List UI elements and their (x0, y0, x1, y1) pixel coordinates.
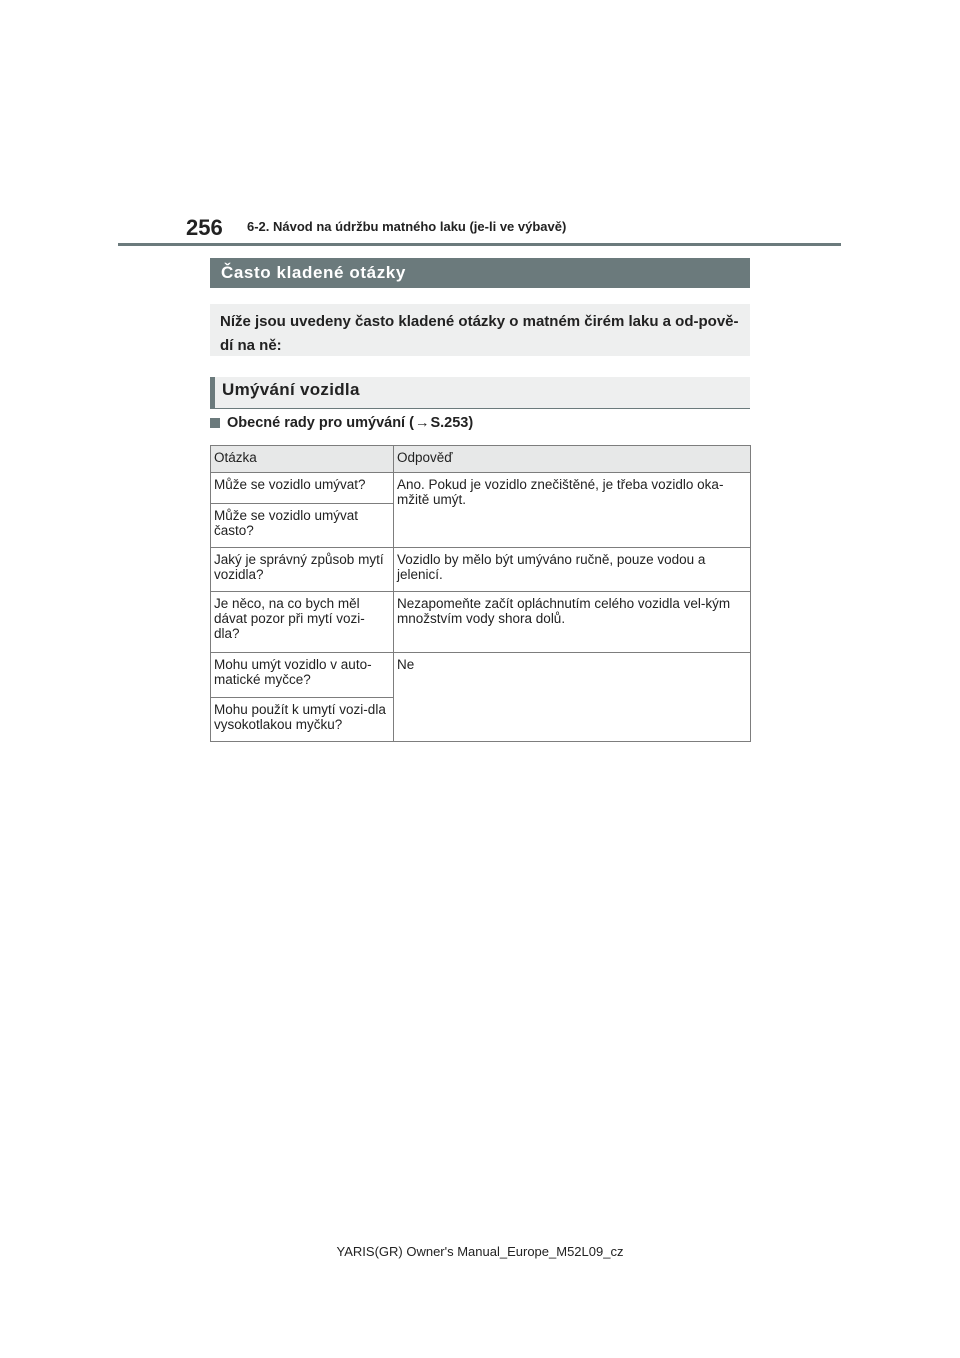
column-header-answer: Odpověď (394, 446, 751, 473)
question-cell: Mohu použít k umytí vozi-dla vysokotlakou myčku? (211, 698, 394, 742)
table-row (211, 592, 751, 653)
intro-text: Níže jsou uvedeny často kladené otázky o matném čirém laku a od-povědí na ně: (210, 304, 750, 356)
section-title: Často kladené otázky (210, 258, 750, 288)
arrow-right-icon: → (414, 415, 430, 431)
question-cell: Může se vozidlo umývat? (211, 473, 394, 504)
question-cell: Je něco, na co bych měl dávat pozor při mytí vozi-dla? (211, 592, 394, 653)
page-number: 256 (186, 215, 223, 240)
question-cell: Jaký je správný způsob mytí vozidla? (211, 548, 394, 592)
advice-heading (210, 415, 473, 431)
table-row (211, 548, 751, 592)
faq-table (210, 445, 751, 742)
table-header-row (211, 446, 751, 473)
header-rule (118, 243, 841, 246)
running-title: 6-2. Návod na údržbu matného laku (je-li ve výbavě) (247, 219, 567, 234)
subsection-accent-bar (210, 377, 215, 408)
footer-manual-id: YARIS(GR) Owner's Manual_Europe_M52L09_cz (336, 1244, 624, 1259)
bullet-square-icon (210, 418, 220, 428)
question-cell: Mohu umýt vozidlo v auto-matické myčce? (211, 653, 394, 698)
answer-cell: Ne (394, 653, 751, 742)
table-row (211, 653, 751, 698)
subsection-title: Umývání vozidla (222, 380, 360, 399)
answer-cell: Vozidlo by mělo být umýváno ručně, pouze vodou a jelenicí. (394, 548, 751, 592)
question-cell: Může se vozidlo umývat často? (211, 504, 394, 548)
page-reference-link[interactable]: S.253) (430, 415, 474, 431)
answer-cell: Nezapomeňte začít opláchnutím celého vozidla vel-kým množstvím vody shora dolů. (394, 592, 751, 653)
answer-cell: Ano. Pokud je vozidlo znečištěné, je třeba vozidlo oka-mžitě umýt. (394, 473, 751, 548)
table-row (211, 473, 751, 504)
column-header-question: Otázka (211, 446, 394, 473)
subsection-header (210, 377, 750, 409)
advice-heading-text: Obecné rady pro umývání ( (227, 415, 414, 431)
